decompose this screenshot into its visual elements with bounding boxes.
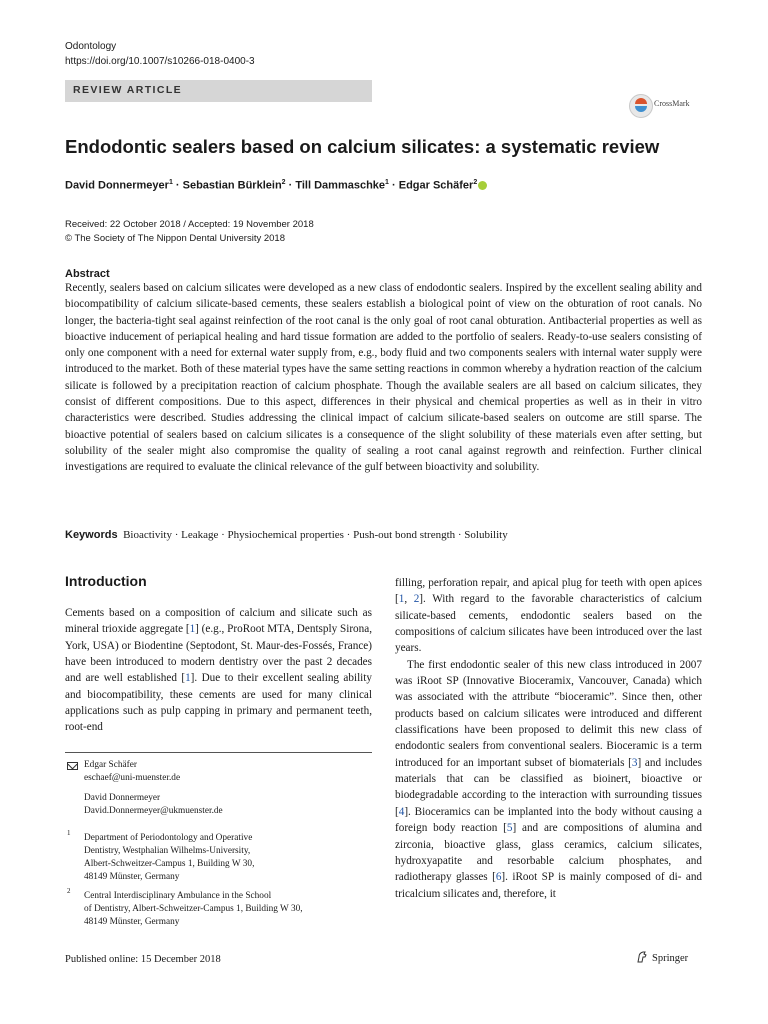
- keywords-label: Keywords: [65, 529, 118, 541]
- author-name[interactable]: Till Dammaschke: [295, 179, 386, 192]
- affiliation-line: Albert-Schweitzer-Campus 1, Building W 30,: [84, 859, 255, 869]
- contact-email[interactable]: eschaef@uni-muenster.de: [84, 773, 181, 783]
- contact-name: David Donnermeyer: [84, 793, 161, 803]
- author-name[interactable]: Edgar Schäfer: [398, 179, 474, 192]
- keywords-line: [65, 527, 508, 543]
- crossmark-label: CrossMark: [654, 99, 690, 108]
- contact-corresponding: [84, 759, 180, 785]
- citation-link[interactable]: 2: [413, 593, 420, 606]
- journal-name: Odontology: [65, 41, 117, 52]
- published-date: Published online: 15 December 2018: [65, 954, 221, 965]
- author-affiliation-mark: 1: [385, 179, 389, 186]
- affiliation-line: of Dentistry, Albert-Schweitzer-Campus 1, Building W 30,: [84, 904, 303, 914]
- article-title: Endodontic sealers based on calcium silicates: a systematic review: [65, 136, 660, 157]
- affiliation-line: 48149 Münster, Germany: [84, 917, 180, 927]
- affiliation-number: 2: [67, 887, 71, 895]
- citation-link[interactable]: 3: [631, 756, 638, 769]
- citation-link[interactable]: 6: [495, 871, 502, 884]
- doi-link[interactable]: https://doi.org/10.1007/s10266-018-0400-3: [65, 56, 255, 67]
- body-text: ]. iRoot SP is mainly composed of di- and tricalcium silicates and, therefore, it: [395, 871, 703, 900]
- affiliation-1: [84, 832, 254, 884]
- citation-link[interactable]: 5: [506, 822, 513, 835]
- publisher-logo[interactable]: [636, 951, 688, 964]
- body-text: ] and includes materials that can be classified as bioinert, bioactive or biodegradable according to the interaction with surrounding tissues [: [395, 756, 702, 818]
- abstract-heading: Abstract: [65, 268, 110, 280]
- keywords-text: Bioactivity · Leakage · Physiochemical properties · Push-out bond strength · Solubility: [123, 529, 508, 541]
- copyright-notice: © The Society of The Nippon Dental University 2018: [65, 233, 285, 244]
- article-type-banner: [65, 80, 372, 102]
- body-text: ]. With regard to the favorable characteristics of calcium silicate-based cements, endodontic sealers based on the compositions of calcium silicates have been introduced over the last years.: [395, 593, 703, 655]
- footnote-divider: [65, 752, 372, 753]
- springer-horse-icon: [636, 951, 648, 963]
- section-heading-introduction: Introduction: [65, 573, 147, 589]
- body-text: Cements based on a composition of calcium and silicate such as mineral trioxide aggregate [: [65, 607, 372, 636]
- citation-link[interactable]: 1: [398, 593, 405, 606]
- citation-link[interactable]: 1: [185, 672, 191, 685]
- paragraph: [395, 657, 702, 902]
- author-name[interactable]: Sebastian Bürklein: [182, 179, 282, 192]
- crossmark-badge[interactable]: [629, 93, 701, 121]
- article-type-label: REVIEW ARTICLE: [73, 84, 183, 96]
- body-column-left: [65, 605, 372, 736]
- contact-name: Edgar Schäfer: [84, 760, 137, 770]
- contact-secondary: [84, 792, 223, 818]
- envelope-icon: [67, 762, 78, 770]
- affiliation-line: Department of Periodontology and Operative: [84, 833, 253, 843]
- citation-link[interactable]: 4: [398, 805, 405, 818]
- body-text: ]. Due to their excellent sealing ability and biocompatibility, these cements are used for many clinical applications such as pulp capping in primary and permanent teeth, root-end: [65, 672, 372, 734]
- author-affiliation-mark: 2: [281, 179, 286, 186]
- affiliation-number: 1: [67, 829, 71, 837]
- body-text: The first endodontic sealer of this new class introduced in 2007 was iRoot SP (Innovative Bioceramix, Vancouver, Canada) which was associated with the attribute “bioceramic”. Since then, other products based on calcium silicates were introduced and different classifications have been proposed to delimit this new class of endodontic sealers from conventional sealers. Bioceramic is a term introduced for an important subset of biomaterials [: [395, 658, 702, 769]
- affiliation-line: 48149 Münster, Germany: [84, 872, 180, 882]
- author-affiliation-mark: 2: [473, 179, 478, 186]
- orcid-icon[interactable]: [478, 181, 487, 190]
- affiliation-line: Dentistry, Westphalian Wilhelms-University,: [84, 846, 251, 856]
- citation-link[interactable]: 1: [189, 623, 196, 636]
- contact-email[interactable]: David.Donnermeyer@ukmuenster.de: [84, 806, 223, 816]
- abstract-text: Recently, sealers based on calcium silicates were developed as a new class of endodontic sealers. Inspired by the excellent sealing ability and biocompatibility of calcium silicate-based cements, these sealers establish a biological point of view on the obturation of root canals. No longer, the bacteria-tight seal against reinfection of the root canal is the only goal of root canal obturation. Antibacterial properties as well as bioactive inducement of periapical healing and hard tissue formation are added to the portfolio of sealers. Ready-to-use sealers consisting of only one component with a need for external water supply from, e.g., body fluid and two components sealers with internal water supply were introduced to the market. Both of these material types have the same setting reactions in common whereby a hydration reaction of the calcium silicate is followed by a precipitation reaction of calcium phosphate. Though the available sealers are all based on calcium silicates, they consist of different compositions. Due to this aspect, differences in their physical and chemical properties as well as in their in vitro characteristics were described. Studies addressing the clinical impact of calcium silicate-based sealers on outcome are still sparse. The bioactive potential of sealers based on calcium silicates is a consequence of the slight solubility of these materials even after setting, but solubility of the sealer might also compromise the quality of sealing a root canal against regrowth and reinfection. Further clinical investigations are required to evaluate the clinical relevance of the gulf between bioactivity and solubility.: [65, 282, 702, 474]
- author-affiliation-mark: 1: [168, 179, 173, 186]
- author-name[interactable]: David Donnermeyer: [65, 179, 169, 192]
- publisher-name: Springer: [652, 953, 689, 964]
- body-text: ] and are compositions of alumina and zirconia, bioactive glass, glass ceramics, calcium silicates, hydroxyapatite and resorbable calcium phosphates, and radiotherapy glasses [: [395, 822, 702, 884]
- received-dates: Received: 22 October 2018 / Accepted: 19 November 2018: [65, 219, 314, 230]
- affiliation-line: Central Interdisciplinary Ambulance in the School: [84, 891, 272, 901]
- body-text: filling, perforation repair, and apical plug for teeth with open apices [: [395, 577, 702, 606]
- body-text: ]. Bioceramics can be implanted into the body without causing a foreign body reaction [: [395, 805, 702, 835]
- author-list: David Donnermeyer$^1$ · Sebastian Bürklein$^2$ · Till Dammaschke$^1$ · Edgar Schäfer$^2$: [65, 179, 487, 192]
- crossmark-icon: [629, 94, 653, 118]
- paragraph: filling, perforation repair, and apical plug for teeth with open apices [1, 2]. With regard to the favorable characteristics of calcium silicate-based cements, endodontic sealers based on the compositions of calcium silicates have been introduced over the last years.: [395, 577, 703, 655]
- affiliation-2: [84, 890, 303, 929]
- body-text: ] (e.g., ProRoot MTA, Dentsply Sirona, York, USA) or Biodentine (Septodont, St. Maur-des-Fossés, France) have been introduced to modern dentistry over the past 2 decades and are well established [: [65, 623, 373, 685]
- body-column-right: [395, 575, 702, 902]
